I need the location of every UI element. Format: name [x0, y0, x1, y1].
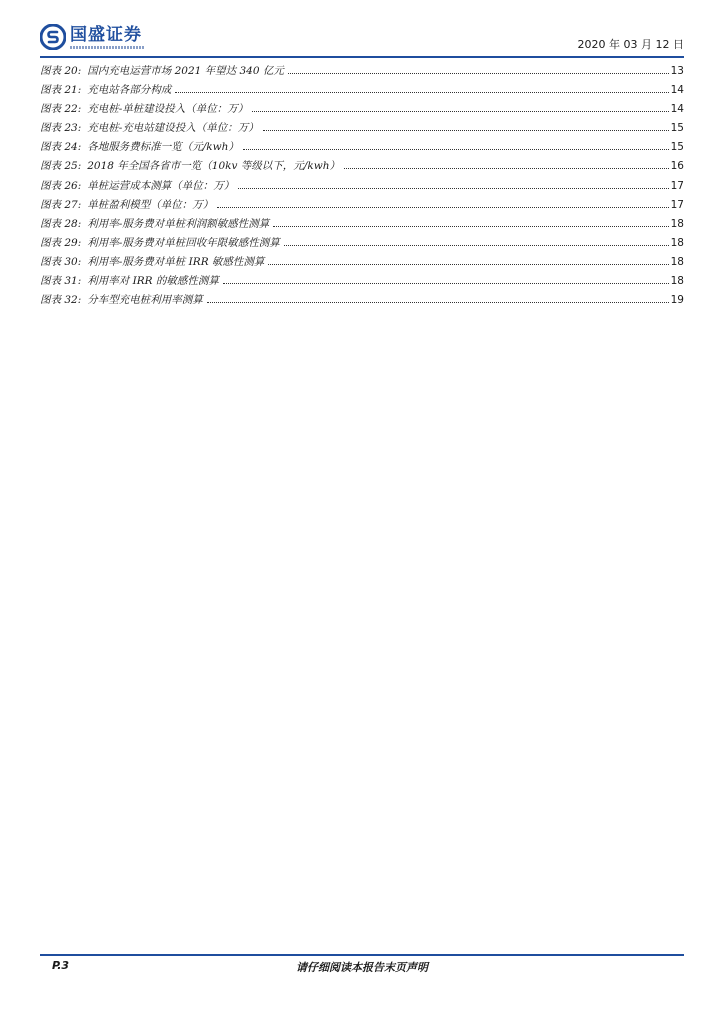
toc-dot-leader: [284, 245, 669, 246]
toc-entry-title: 充电桩-充电站建设投入（单位：万）: [87, 122, 259, 135]
toc-entry-page: 14: [670, 103, 684, 116]
toc-dot-leader: [288, 73, 669, 74]
toc-entry[interactable]: [40, 101, 684, 120]
toc-entry[interactable]: [40, 82, 684, 101]
toc-entry-page: 18: [670, 275, 684, 288]
toc-entry[interactable]: [40, 139, 684, 158]
toc-entry[interactable]: [40, 178, 684, 197]
toc-entry[interactable]: [40, 197, 684, 216]
toc-dot-leader: [344, 168, 669, 169]
toc-entry-title: 利用率对 IRR 的敏感性测算: [87, 275, 219, 288]
page-footer: [40, 959, 684, 975]
toc-entry-page: 13: [670, 65, 684, 77]
toc-entry-page: 19: [670, 294, 684, 307]
page-header: [40, 20, 684, 54]
toc-entry-label: 图表 26:: [40, 179, 82, 192]
toc-dot-leader: [243, 149, 669, 150]
toc-entry-title: 充电桩-单桩建设投入（单位：万）: [87, 103, 249, 116]
toc-entry-label: 图表 21:: [40, 84, 82, 97]
header-rule: [40, 56, 684, 58]
toc-entry-label: 图表 22:: [40, 103, 82, 116]
toc-dot-leader: [175, 92, 668, 93]
toc-entry-title: 各地服务费标准一览（元/kwh）: [87, 141, 239, 154]
toc-entry-label: 图表 24:: [40, 141, 82, 154]
toc-entry[interactable]: [40, 63, 684, 82]
toc-dot-leader: [223, 283, 669, 284]
toc-entry-title: 利用率-服务费对单桩回收年限敏感性测算: [87, 236, 280, 249]
toc-entry-title: 分车型充电桩利用率测算: [87, 294, 203, 307]
toc-entry[interactable]: [40, 254, 684, 273]
brand-logo: [40, 20, 144, 54]
toc-entry-label: 图表 31:: [40, 275, 82, 288]
toc-entry-title: 单桩盈利模型（单位：万）: [87, 198, 214, 211]
toc-entry-label: 图表 30:: [40, 255, 82, 268]
toc-entry[interactable]: [40, 292, 684, 311]
toc-entry-label: 图表 29:: [40, 236, 82, 249]
toc-dot-leader: [252, 111, 668, 112]
toc-entry-label: 图表 27:: [40, 198, 82, 211]
toc-entry-title: 利用率-服务费对单桩利润额敏感性测算: [87, 217, 270, 230]
toc-entry[interactable]: [40, 273, 684, 292]
toc-dot-leader: [268, 264, 668, 265]
toc-dot-leader: [217, 207, 668, 208]
toc-entry-title: 国内充电运营市场 2021 年望达 340 亿元: [87, 65, 284, 77]
toc-dot-leader: [238, 188, 668, 189]
toc-entry-label: 图表 32:: [40, 294, 82, 307]
brand-subtext-decoration: [70, 46, 144, 49]
toc-entry-label: 图表 20:: [40, 65, 82, 77]
toc-entry-page: 16: [670, 160, 684, 173]
toc-entry-page: 18: [670, 217, 684, 230]
toc-entry-page: 14: [670, 84, 684, 97]
guosheng-logo-icon: [40, 24, 66, 50]
toc-entry[interactable]: [40, 235, 684, 254]
toc-entry[interactable]: [40, 120, 684, 139]
toc-entry-title: 单桩运营成本测算（单位：万）: [87, 179, 235, 192]
toc-entry[interactable]: [40, 216, 684, 235]
figure-index-list: [40, 63, 684, 311]
toc-entry-title: 2018 年全国各省市一览（10kv 等级以下，元/kwh）: [87, 160, 340, 173]
toc-entry-label: 图表 23:: [40, 122, 82, 135]
toc-dot-leader: [263, 130, 669, 131]
toc-entry-title: 利用率-服务费对单桩 IRR 敏感性测算: [87, 255, 265, 268]
toc-entry-label: 图表 28:: [40, 217, 82, 230]
toc-entry-page: 18: [670, 255, 684, 268]
toc-entry[interactable]: [40, 158, 684, 177]
toc-entry-page: 15: [670, 122, 684, 135]
footer-disclaimer: 请仔细阅读本报告末页声明: [296, 961, 428, 974]
toc-entry-page: 17: [670, 179, 684, 192]
toc-dot-leader: [207, 302, 669, 303]
toc-entry-title: 充电站各部分构成: [87, 84, 172, 97]
toc-entry-label: 图表 25:: [40, 160, 82, 173]
toc-dot-leader: [273, 226, 668, 227]
toc-entry-page: 18: [670, 236, 684, 249]
footer-rule: [40, 954, 684, 956]
brand-name: 国盛证券: [70, 24, 142, 45]
report-date: 2020 年 03 月 12 日: [577, 38, 684, 51]
toc-entry-page: 17: [670, 198, 684, 211]
toc-entry-page: 15: [670, 141, 684, 154]
page-number: P.3: [52, 959, 70, 972]
